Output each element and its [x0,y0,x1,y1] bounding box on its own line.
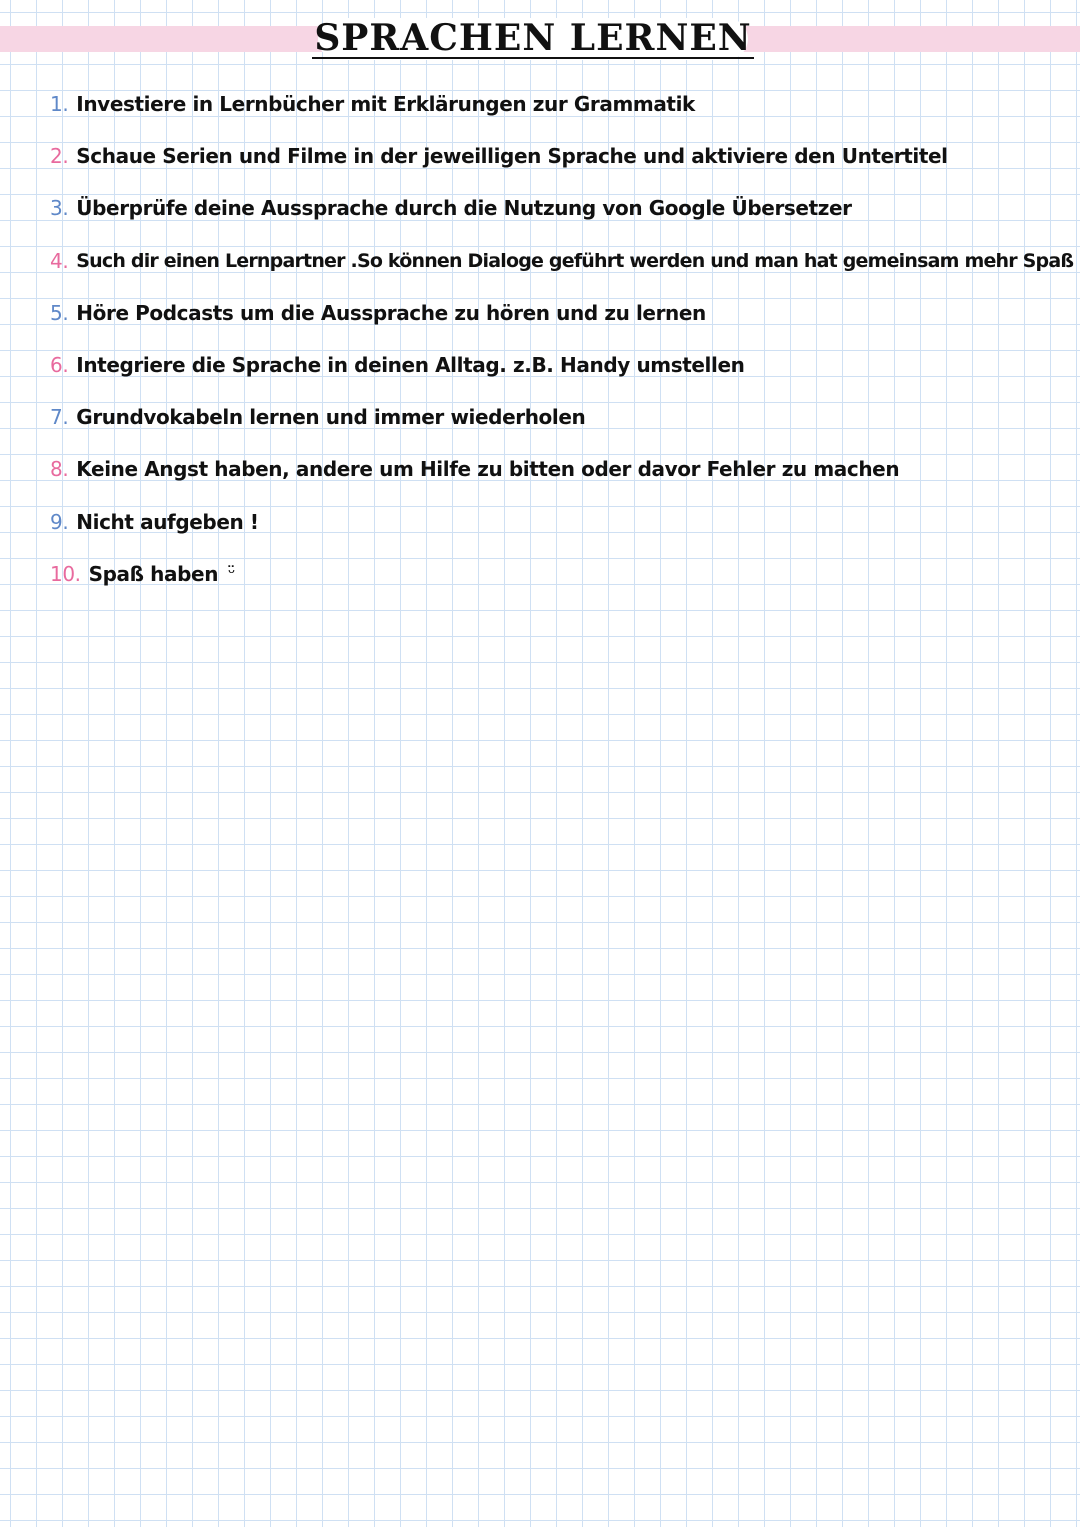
smiley-icon: ᵕ̈ [228,562,236,584]
item-text: Integriere die Sprache in deinen Alltag. z.B. Handy umstellen [76,353,745,378]
item-number: 7. [50,405,69,430]
list-item [50,339,1070,391]
item-number: 1. [50,92,69,117]
tips-list [50,78,1074,600]
item-text: Spaß haben [88,561,219,586]
list-item [50,391,1070,443]
item-number: 2. [50,144,69,169]
item-text: Keine Angst haben, andere um Hilfe zu bitten oder davor Fehler zu machen [76,457,900,482]
list-item [50,130,1070,182]
item-text: Investiere in Lernbücher mit Erklärungen zur Grammatik [76,92,695,117]
list-item [50,548,1070,600]
page-title: SPRACHEN LERNEN [314,17,752,59]
list-item [50,78,1070,130]
list-item [50,443,1070,495]
item-number: 6. [50,353,69,378]
item-number: 8. [50,457,69,482]
item-text: Such dir einen Lernpartner .So können Dialoge geführt werden und man hat gemeinsam mehr Spaß [76,249,1074,272]
list-item [50,235,1074,287]
title-container [314,17,752,60]
item-number: 3. [50,196,69,221]
item-number: 4. [50,248,69,273]
list-item [50,287,1070,339]
list-item [50,182,1070,234]
item-text: Schaue Serien und Filme in der jeweilligen Sprache und aktiviere den Untertitel [76,144,948,169]
item-text: Höre Podcasts um die Aussprache zu hören und zu lernen [76,300,706,325]
item-text: Überprüfe deine Aussprache durch die Nutzung von Google Übersetzer [76,196,852,221]
item-text: Grundvokabeln lernen und immer wiederholen [76,405,586,430]
item-text: Nicht aufgeben ! [76,509,259,534]
item-number: 10. [50,561,81,586]
item-number: 9. [50,509,69,534]
list-item [50,496,1070,548]
item-number: 5. [50,300,69,325]
